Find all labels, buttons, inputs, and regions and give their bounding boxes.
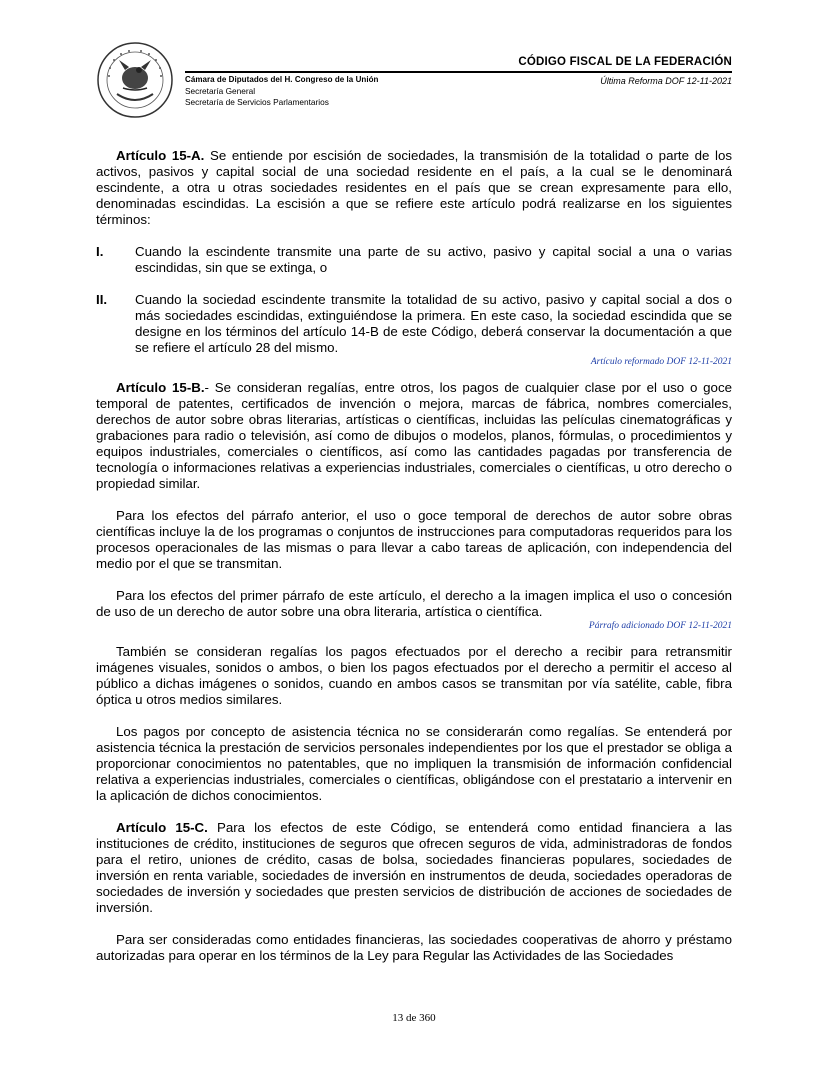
article-15a-text: Se entiende por escisión de sociedades, la transmisión de la totalidad o parte de los activos, pasivos y capital social de una sociedad residente en el país, a la cual se le denominará escindente, a otra u otras sociedades residentes en el país que se crean expresamente para ello, denominadas escindidas. La escisión a que se refiere este artículo podrá realizarse en los siguientes términos: [96, 148, 732, 227]
mexican-coat-of-arms-seal [95, 40, 175, 120]
article-15b-paragraph-3: Para los efectos del primer párrafo de este artículo, el derecho a la imagen implica el uso o concesión de uso de un derecho de autor sobre una obra literaria, artística o científica. [96, 588, 732, 619]
secretaria-servicios: Secretaría de Servicios Parlamentarios [185, 97, 329, 107]
document-body [96, 148, 732, 980]
list-item-number: I. [96, 244, 104, 259]
list-item-text: Cuando la sociedad escindente transmite la totalidad de su activo, pasivo y capital social a dos o más sociedades escindidas, extinguiéndose la primera. En este caso, la sociedad escindida que se designe en los términos del artículo 14-B de este Código, deberá conservar la documentación a que se refiere el artículo 28 del mismo. [135, 292, 732, 355]
last-reform-date: Última Reforma DOF 12-11-2021 [600, 76, 732, 86]
list-item-i [96, 244, 732, 276]
addition-note: Párrafo adicionado DOF 12-11-2021 [588, 621, 732, 631]
article-15c-paragraph [96, 820, 732, 916]
article-15c-label: Artículo 15-C. [116, 820, 208, 835]
article-15a-label: Artículo 15-A. [116, 148, 205, 163]
reform-note: Artículo reformado DOF 12-11-2021 [590, 357, 732, 367]
article-15a-paragraph [96, 148, 732, 228]
article-15b-paragraph-5: Los pagos por concepto de asistencia técnica no se considerarán como regalías. Se entenderá por asistencia técnica la prestación de servicios personales independientes por los que el prestador se obliga a proporcionar conocimientos no patentables, que no impliquen la transmisión de información confidencial relativa a experiencias industriales, comerciales o científicas, obligándose con el prestatario a intervenir en la aplicación de dichos conocimientos. [96, 724, 732, 803]
article-15b-paragraph-4: También se consideran regalías los pagos efectuados por el derecho a recibir para retransmitir imágenes visuales, sonidos o ambos, o bien los pagos efectuados por el derecho a permitir el acceso al público a dichas imágenes o sonidos, cuando en ambos casos se transmitan por vía satélite, cable, fibra óptica u otros medios similares. [96, 644, 732, 707]
list-item-ii [96, 292, 732, 356]
article-15b-paragraph [96, 380, 732, 492]
article-15c-text: Para los efectos de este Código, se entenderá como entidad financiera a las instituciones de crédito, instituciones de seguros que ofrecen seguros de vida, administradoras de fondos para el retiro, uniones de crédito, casas de bolsa, sociedades financieras populares, sociedades de inversión en renta variable, sociedades de inversión en instrumentos de deuda, sociedades operadoras de sociedades de inversión y sociedades que presten servicios de distribución de acciones de sociedades de inversión. [96, 820, 732, 915]
article-15b-label: Artículo 15-B. [116, 380, 205, 395]
header-rule [185, 71, 732, 73]
code-title: CÓDIGO FISCAL DE LA FEDERACIÓN [518, 56, 732, 68]
article-15b-paragraph-2: Para los efectos del párrafo anterior, el uso o goce temporal de derechos de autor sobre obras científicas incluye la de los programas o conjuntos de instrucciones para computadoras requeridos para los procesos operacionales de las mismas o para llevar a cabo tareas de aplicación, con independencia del medio por el que se transmitan. [96, 508, 732, 571]
secretaria-general: Secretaría General [185, 85, 256, 96]
article-15c-paragraph-2: Para ser consideradas como entidades financieras, las sociedades cooperativas de ahorro y préstamo autorizadas para operar en los términos de la Ley para Regular las Actividades de las Sociedades [96, 932, 732, 963]
header-chamber-block [185, 74, 379, 109]
page-number: 13 de 360 [392, 1012, 436, 1024]
list-item-number: II. [96, 292, 108, 307]
chamber-name: Cámara de Diputados del H. Congreso de la Unión [185, 75, 379, 84]
article-15b-text: - Se consideran regalías, entre otros, los pagos de cualquier clase por el uso o goce temporal de patentes, certificados de invención o mejora, marcas de fábrica, nombres comerciales, derechos de autor sobre obras literarias, artísticas o científicas, incluidas las películas cinematográficas y grabaciones para radio o televisión, así como de dibujos o modelos, planos, fórmulas, o procedimientos y equipos industriales, comerciales o científicos, así como las cantidades pagadas por transferencia de tecnología o informaciones relativas a experiencias industriales, comerciales o científicas, u otro derecho o propiedad similar. [96, 380, 732, 491]
list-item-text: Cuando la escindente transmite una parte de su activo, pasivo y capital social a una o varias escindidas, sin que se extinga, o [135, 244, 732, 275]
